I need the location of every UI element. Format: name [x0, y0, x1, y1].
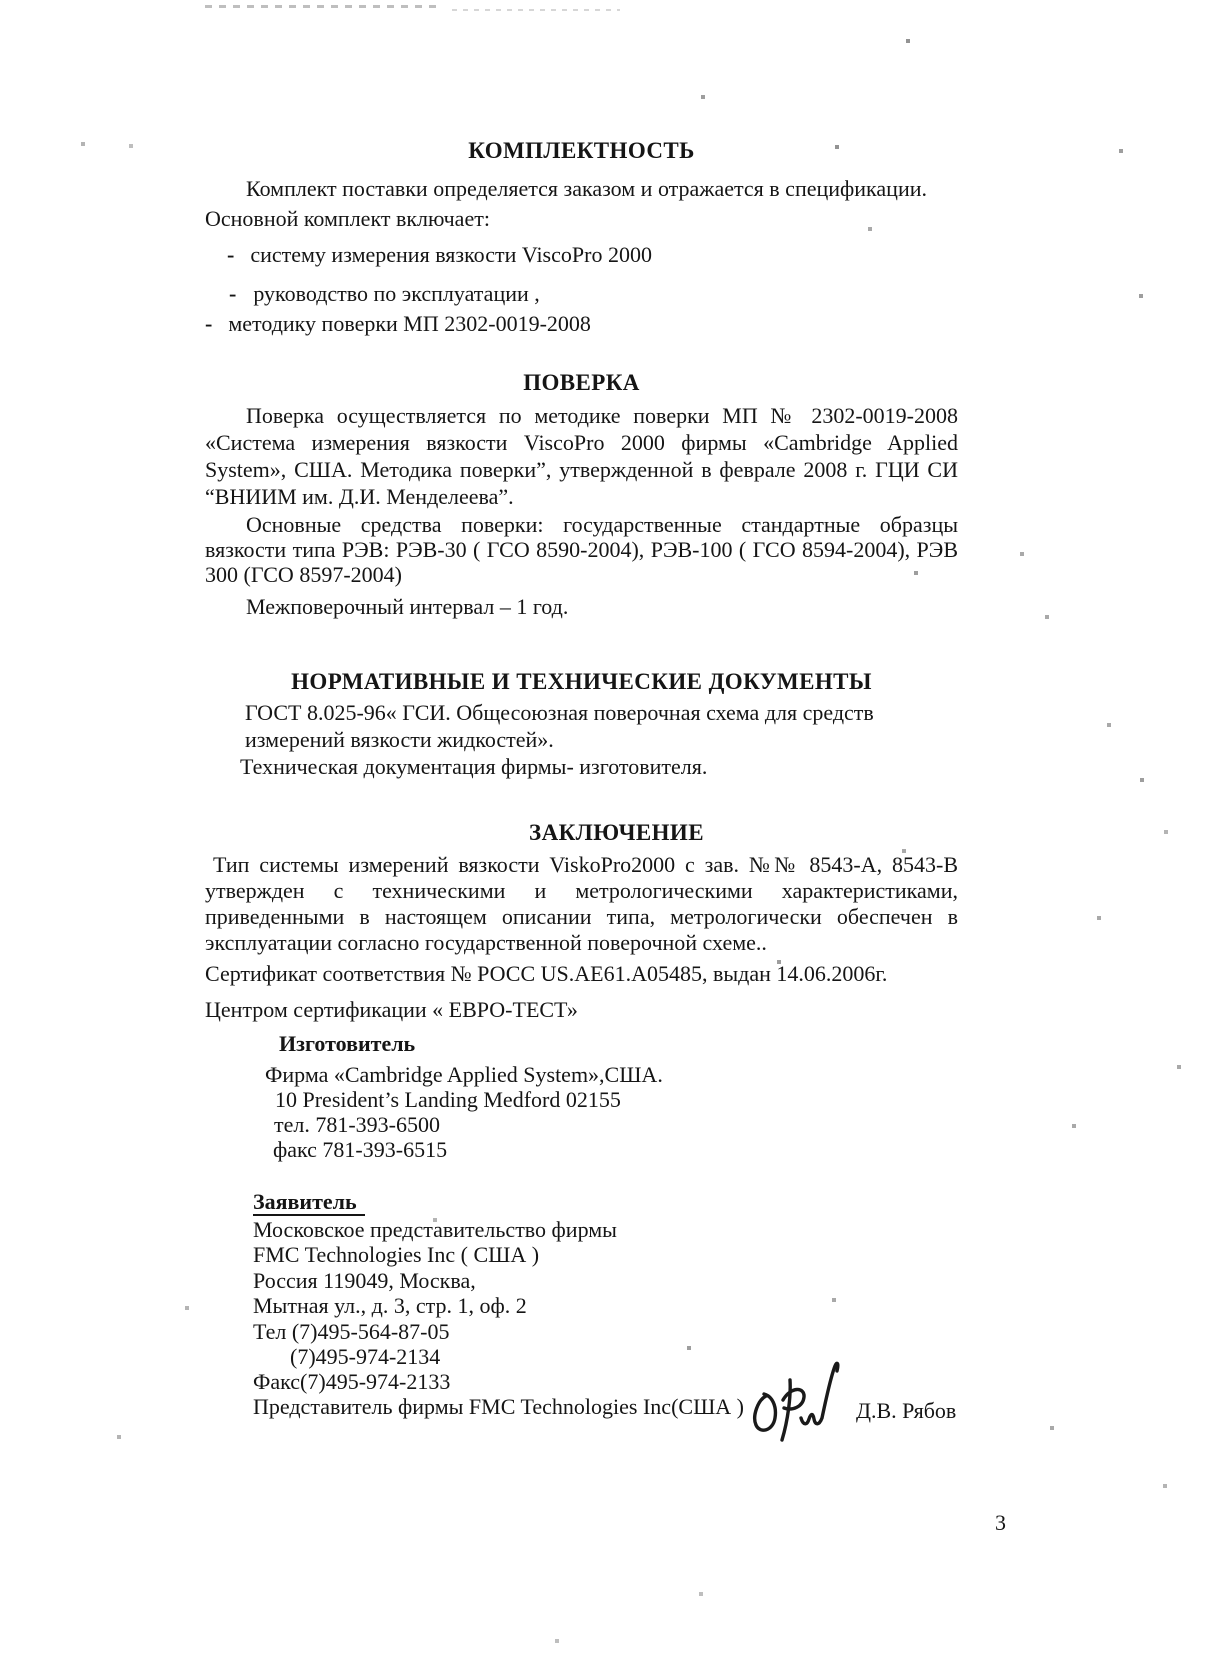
manufacturer-line: тел. 781-393-6500: [274, 1112, 441, 1137]
list-dash: -: [227, 242, 235, 267]
handwritten-signature-icon: [748, 1358, 843, 1460]
manufacturer-block: [265, 1062, 825, 1162]
list-item: [205, 281, 958, 307]
paragraph-line: “ВНИИМ им. Д.И. Менделеева”.: [205, 484, 514, 509]
scan-noise-specks: [0, 0, 2, 2]
list-item-text: руководство по эксплуатации ,: [253, 281, 540, 306]
paragraph-line: Тип системы измерений вязкости ViskoPro2000 с зав. №№ 8543-А, 8543-В: [213, 852, 958, 877]
paragraph-line: ГОСТ 8.025-96« ГСИ. Общесоюзная поверочная схема для средств: [245, 700, 874, 725]
applicant-line: FMC Technologies Inc ( США ): [253, 1242, 540, 1268]
manufacturer-line: 10 President’s Landing Medford 02155: [275, 1087, 621, 1112]
completeness-lead: Комплект поставки определяется заказом и отражается в спецификации.: [246, 176, 928, 201]
verification-interval: Межповерочный интервал – 1 год.: [246, 594, 569, 619]
applicant-line: Факс(7)495-974-2133: [253, 1369, 451, 1395]
paragraph-line: утвержден с техническими и метрологическими характеристиками,: [205, 878, 958, 903]
representative-line: Представитель фирмы FMC Technologies Inc(США ): [253, 1394, 744, 1419]
list-dash: -: [205, 311, 213, 336]
applicant-line: Мытная ул., д. 3, стр. 1, оф. 2: [253, 1293, 527, 1319]
conclusion-certifier-line: Центром сертификации « ЕВРО-ТЕСТ»: [205, 997, 578, 1022]
completeness-list-intro: Основной комплект включает:: [205, 206, 490, 231]
paragraph-line: приведенными в настоящем описании типа, метрологически обеспечен в: [205, 904, 958, 929]
paragraph-line: System», США. Методика поверки”, утвержденной в феврале 2008 г. ГЦИ СИ: [205, 457, 958, 482]
section-heading-conclusion: ЗАКЛЮЧЕНИЕ: [529, 820, 704, 845]
paragraph-line: 300 (ГСО 8597-2004): [205, 562, 402, 587]
paragraph-line: эксплуатации согласно государственной поверочной схеме..: [205, 930, 767, 955]
applicant-line: Тел (7)495-564-87-05: [253, 1318, 450, 1344]
page-number: 3: [995, 1510, 1006, 1535]
conclusion-certificate-line: Сертификат соответствия № РОСС US.AE61.A05485, выдан 14.06.2006г.: [205, 961, 888, 986]
applicant-line: Россия 119049, Москва,: [253, 1267, 476, 1293]
applicant-line: (7)495-974-2134: [290, 1344, 441, 1370]
applicant-heading-text: Заявитель: [253, 1189, 365, 1216]
manufacturer-heading: Изготовитель: [279, 1031, 416, 1056]
list-item: [205, 242, 958, 268]
list-item: [205, 311, 958, 337]
paragraph-line: измерений вязкости жидкостей».: [245, 727, 554, 752]
list-dash: -: [229, 281, 237, 306]
documents-paragraph-2: Техническая документация фирмы- изготовителя.: [240, 754, 708, 779]
conclusion-paragraph-1: [205, 852, 958, 956]
manufacturer-line: факс 781-393-6515: [273, 1137, 448, 1162]
scan-artifact-dashed-line: [205, 5, 437, 8]
paragraph-line: «Система измерения вязкости ViscoPro 2000 фирмы «Cambridge Applied: [205, 430, 958, 455]
signatory-name: Д.В. Рябов: [856, 1398, 957, 1423]
paragraph-line: Основные средства поверки: государственные стандартные образцы: [246, 512, 958, 537]
list-item-text: методику поверки МП 2302-0019-2008: [228, 311, 591, 336]
applicant-heading: [253, 1189, 365, 1215]
section-heading-verification: ПОВЕРКА: [523, 370, 640, 395]
section-heading-documents: НОРМАТИВНЫЕ И ТЕХНИЧЕСКИЕ ДОКУМЕНТЫ: [291, 669, 872, 694]
paragraph-line: Поверка осуществляется по методике поверки МП № 2302-0019-2008: [246, 403, 958, 428]
documents-paragraph-1: [245, 699, 925, 753]
manufacturer-line: Фирма «Cambridge Applied System»,США.: [265, 1062, 663, 1087]
applicant-line: Московское представительство фирмы: [253, 1217, 617, 1242]
list-item-text: систему измерения вязкости ViscoPro 2000: [250, 242, 652, 267]
scan-artifact-dashed-line-2: [452, 9, 620, 11]
paragraph-line: вязкости типа РЭВ: РЭВ-30 ( ГСО 8590-2004), РЭВ-100 ( ГСО 8594-2004), РЭВ: [205, 537, 958, 562]
verification-paragraph-1: [205, 402, 958, 510]
verification-paragraph-2: [205, 512, 958, 587]
section-heading-completeness: КОМПЛЕКТНОСТЬ: [468, 138, 695, 163]
